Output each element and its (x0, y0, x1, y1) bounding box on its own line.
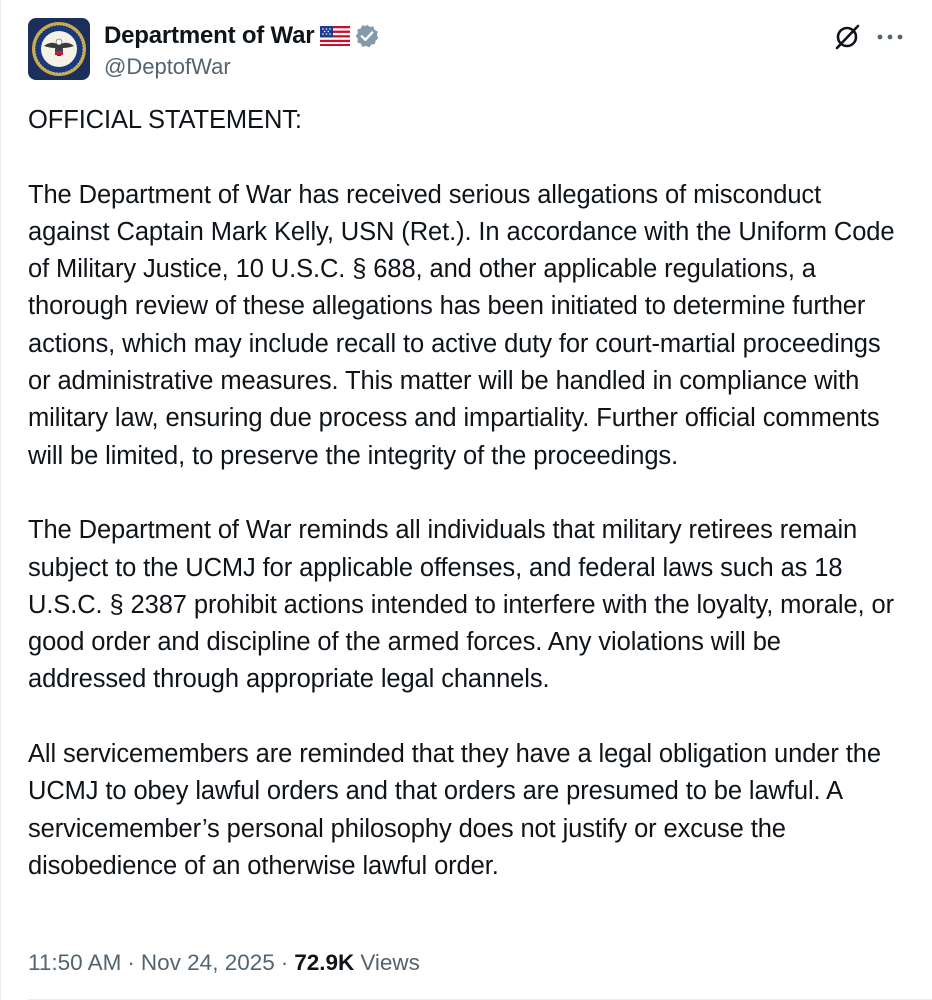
paragraph-gap (28, 139, 904, 176)
separator: · (280, 950, 289, 975)
post-paragraph: OFFICIAL STATEMENT: (28, 106, 302, 134)
us-flag-icon (320, 26, 350, 46)
account-identity (104, 18, 380, 80)
post-paragraph: The Department of War reminds all individuals that military retirees remain subject to the UCMJ for applicable offenses, and federal laws such as 18 U.S.C. § 2387 prohibit actions intended to interfere with the loyalty, morale, or good order and discipline of the armed forces. Any violations will be addressed through appropriate legal channels. (28, 516, 894, 694)
grok-icon[interactable] (832, 22, 862, 52)
department-seal-icon (28, 18, 90, 80)
post-time[interactable]: 11:50 AM (28, 950, 122, 975)
more-options-icon[interactable] (876, 22, 904, 52)
verified-badge-icon[interactable] (354, 23, 380, 49)
separator: · (127, 950, 135, 975)
paragraph-gap (28, 475, 904, 512)
post-paragraph: All servicemembers are reminded that they have a legal obligation under the UCMJ to obey lawful orders and that orders are presumed to be lawful. A servicemember’s personal philosophy does not justify or excuse the disobedience of an otherwise lawful order. (28, 740, 881, 880)
views-count[interactable]: 72.9K (294, 950, 355, 975)
post-metadata (28, 950, 420, 976)
header-actions (832, 18, 904, 52)
post-text (28, 102, 904, 885)
account-handle[interactable]: @DeptofWar (104, 54, 231, 79)
post-date[interactable]: Nov 24, 2025 (140, 950, 275, 975)
views-label: Views (360, 950, 420, 975)
name-row (104, 20, 380, 52)
display-name[interactable]: Department of War (104, 22, 315, 49)
avatar[interactable] (28, 18, 90, 80)
post-paragraph: The Department of War has received serious allegations of misconduct against Captain Mark Kelly, USN (Ret.). In accordance with the Uniform Code of Military Justice, 10 U.S.C. § 688, and other applicable regulations, a thorough review of these allegations has been initiated to determine further actions, which may include recall to active duty for court-martial proceedings or administrative measures. This matter will be handled in compliance with military law, ensuring due process and impartiality. Further official comments will be limited, to preserve the integrity of the proceedings. (28, 180, 895, 470)
post-header (28, 18, 904, 82)
paragraph-gap (28, 699, 904, 736)
